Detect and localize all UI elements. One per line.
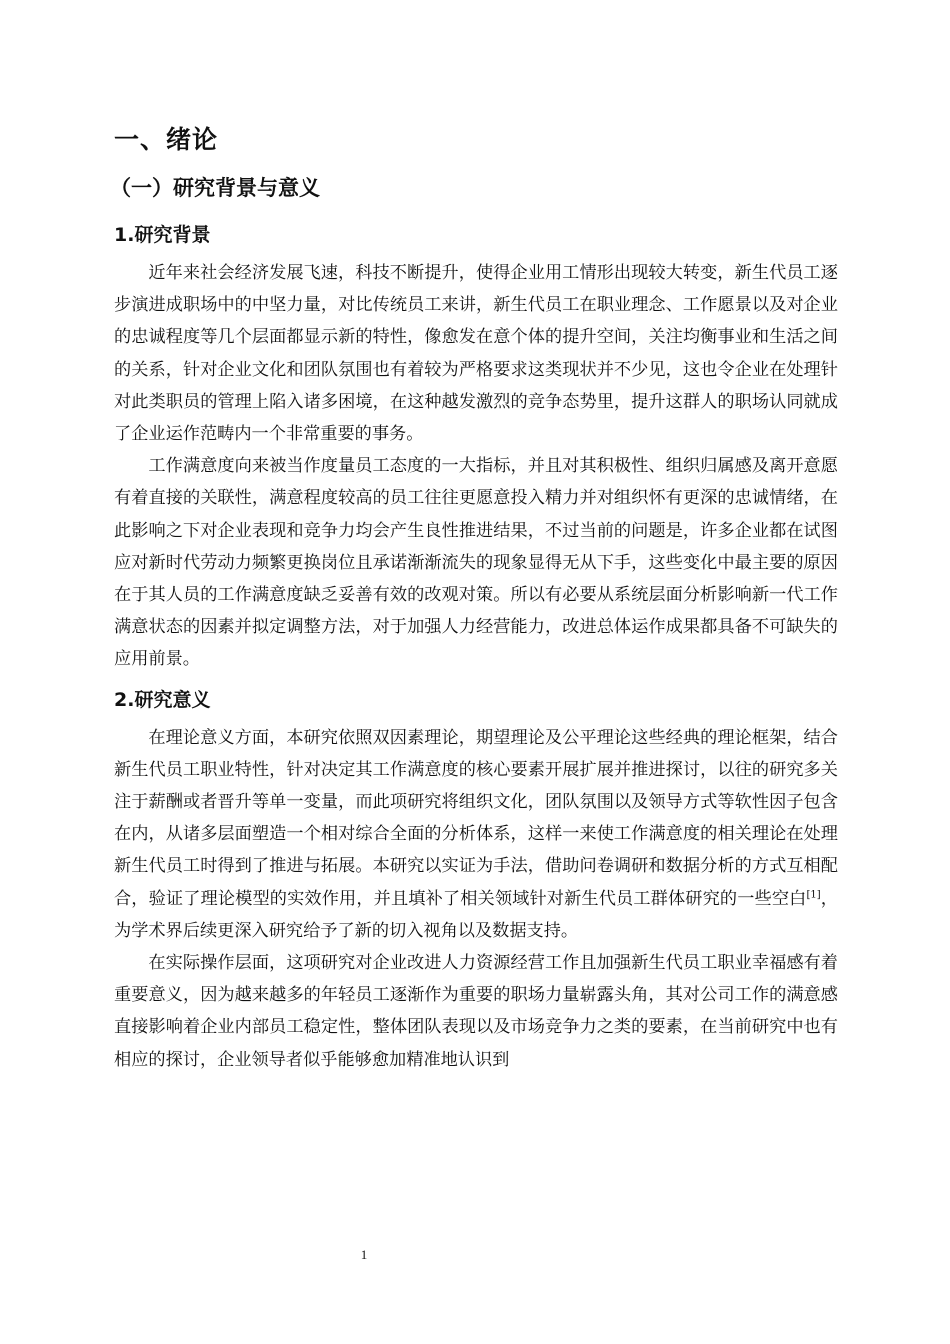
subsection-heading-significance: 2.研究意义 [114,688,211,711]
chapter-heading: 一、绪论 [114,125,219,154]
paragraph-text: ，为学术界后续更深入研究给予了新的切入视角以及数据支持。 [114,888,838,941]
paragraph-text: 在理论意义方面，本研究依照双因素理论，期望理论及公平理论这些经典的理论框架，结合新生代员工职业特性，针对决定其工作满意度的核心要素开展扩展并推进探讨，以往的研究多关注于薪酬或者晋升等单一变量，而此项研究将组织文化，团队氛围以及领导方式等软性因子包含在内，从诸多层面塑造一个相对综合全面的分析体系，这样一来使工作满意度的相关理论在处理新生代员工时得到了推进与拓展。本研究以实证为手法，借助问卷调研和数据分析的方式互相配合，验证了理论模型的实效作用，并且填补了相关领域针对新生代员工群体研究的一些空白 [114,727,838,909]
section-heading: （一）研究背景与意义 [110,176,320,200]
paragraph-background-2: 工作满意度向来被当作度量员工态度的一大指标，并且对其积极性、组织归属感及离开意愿有着直接的关联性，满意程度较高的员工往往更愿意投入精力并对组织怀有更深的忠诚情绪，在此影响之下对企业表现和竞争力均会产生良性推进结果，不过当前的问题是，许多企业都在试图应对新时代劳动力频繁更换岗位且承诺渐渐流失的现象显得无从下手，这些变化中最主要的原因在于其人员的工作满意度缺乏妥善有效的改观对策。所以有必要从系统层面分析影响新一代工作满意状态的因素并拟定调整方法，对于加强人力经营能力，改进总体运作成果都具备不可缺失的应用前景。 [114,456,838,670]
document-body [110,118,838,1076]
page-number: 1 [360,1247,368,1262]
paragraph-significance-1 [114,722,838,947]
paragraph-background-1: 近年来社会经济发展飞速，科技不断提升，使得企业用工情形出现较大转变，新生代员工逐步演进成职场中的中坚力量，对比传统员工来讲，新生代员工在职业理念、工作愿景以及对企业的忠诚程度等几个层面都显示新的特性，像愈发在意个体的提升空间，关注均衡事业和生活之间的关系，针对企业文化和团队氛围也有着较为严格要求这类现状并不少见，这也令企业在处理针对此类职员的管理上陷入诸多困境，在这种越发激烈的竞争态势里，提升这群人的职场认同就成了企业运作范畴内一个非常重要的事务。 [114,263,838,445]
citation-reference: [1] [806,888,821,900]
subsection-heading-background: 1.研究背景 [114,224,211,246]
paragraph-significance-2: 在实际操作层面，这项研究对企业改进人力资源经营工作且加强新生代员工职业幸福感有着重要意义，因为越来越多的年轻员工逐渐作为重要的职场力量崭露头角，其对公司工作的满意感直接影响着企业内部员工稳定性，整体团队表现以及市场竞争力之类的要素，在当前研究中也有相应的探讨，企业领导者似乎能够愈加精准地认识到 [114,953,838,1070]
